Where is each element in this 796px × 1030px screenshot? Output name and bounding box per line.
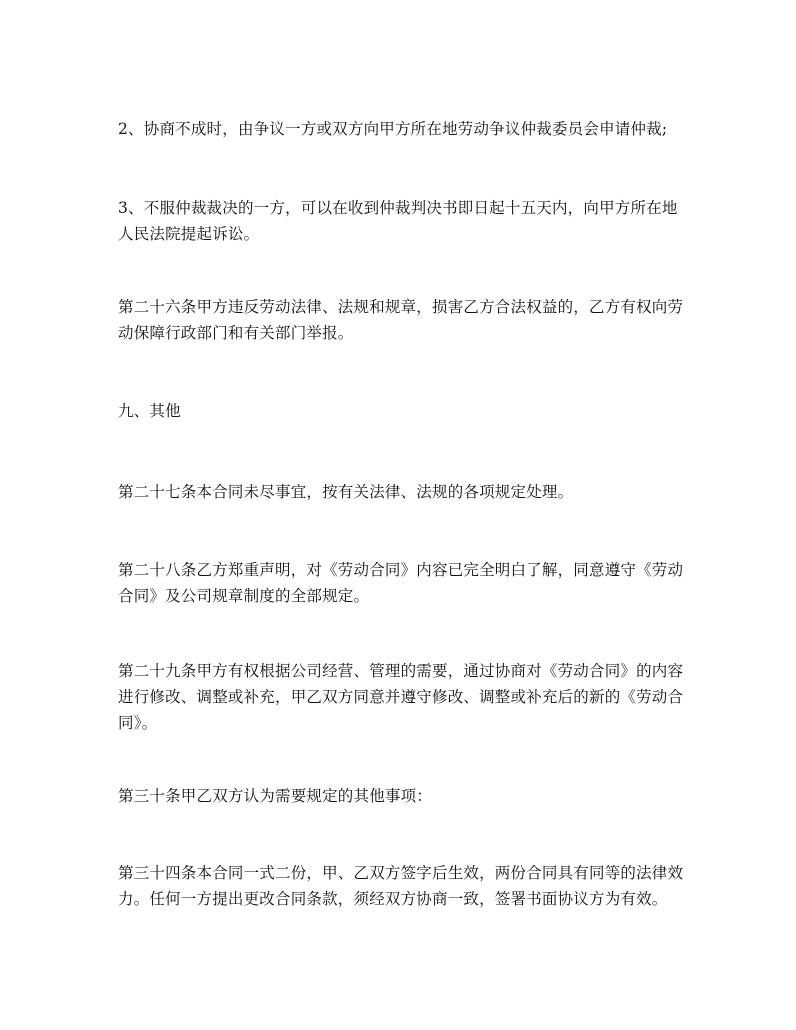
paragraph-article-26 — [118, 294, 688, 346]
text-line: 第二十八条乙方郑重声明，对《劳动合同》内容已完全明白了解，同意遵守《劳动 — [118, 561, 684, 579]
paragraph-article-28 — [118, 557, 688, 609]
text-line: 第二十六条甲方违反劳动法律、法规和规章，损害乙方合法权益的，乙方有权向劳 — [118, 298, 684, 316]
text-line: 同》。 — [118, 714, 158, 732]
text-line: 力。任何一方提出更改合同条款，须经双方协商一致，签署书面协议方为有效。 — [118, 890, 668, 908]
text-line: 第三十条甲乙双方认为需要规定的其他事项： — [118, 787, 433, 805]
section-heading-other — [118, 398, 688, 424]
text-line: 第三十四条本合同一式二份，甲、乙双方签字后生效，两份合同具有同等的法律效 — [118, 864, 684, 882]
paragraph-article-30 — [118, 783, 688, 809]
text-line: 九、其他 — [118, 402, 181, 420]
paragraph-article-29 — [118, 658, 688, 736]
text-line: 动保障行政部门和有关部门举报。 — [118, 324, 354, 342]
text-line: 合同》及公司规章制度的全部规定。 — [118, 587, 370, 605]
paragraph-lawsuit — [118, 195, 688, 247]
paragraph-article-34 — [118, 860, 688, 912]
text-line: 进行修改、调整或补充，甲乙双方同意并遵守修改、调整或补充后的新的《劳动合 — [118, 688, 684, 706]
text-line: 第二十九条甲方有权根据公司经营、管理的需要，通过协商对《劳动合同》的内容 — [118, 662, 684, 680]
text-line: 第二十七条本合同未尽事宜，按有关法律、法规的各项规定处理。 — [118, 483, 574, 501]
text-line: 2、协商不成时，由争议一方或双方向甲方所在地劳动争议仲裁委员会申请仲裁; — [118, 120, 668, 138]
text-line: 3、不服仲裁裁决的一方，可以在收到仲裁判决书即日起十五天内，向甲方所在地 — [118, 199, 678, 217]
paragraph-arbitration-application — [118, 116, 688, 142]
text-line: 人民法院提起诉讼。 — [118, 225, 260, 243]
paragraph-article-27 — [118, 479, 688, 505]
